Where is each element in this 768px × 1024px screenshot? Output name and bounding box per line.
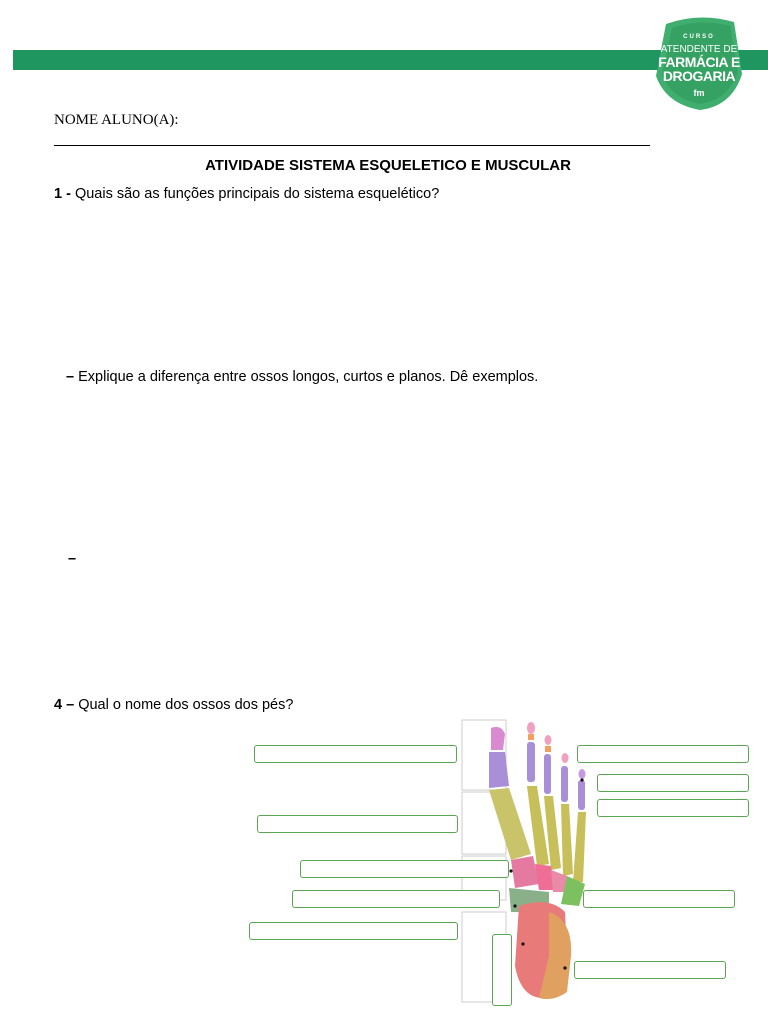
logo-line-1: CURSO <box>683 34 715 40</box>
student-name-line <box>54 145 650 146</box>
label-box-right-4[interactable] <box>583 890 735 908</box>
page-title: ATIVIDADE SISTEMA ESQUELETICO E MUSCULAR <box>205 157 571 174</box>
logo-line-4: DROGARIA <box>662 68 736 84</box>
label-box-left-2[interactable] <box>257 815 458 833</box>
question-1-text: Quais são as funções principais do sistema esquelético? <box>70 186 440 202</box>
label-box-right-3[interactable] <box>597 799 749 817</box>
label-box-vertical[interactable] <box>492 934 512 1006</box>
question-2 <box>66 369 538 385</box>
question-4-text: Qual o nome dos ossos dos pés? <box>74 697 294 713</box>
label-box-right-2[interactable] <box>597 774 749 792</box>
question-3-number: – <box>68 551 77 567</box>
question-4-number: 4 – <box>54 697 75 713</box>
question-2-text: Explique a diferença entre ossos longos, curtos e planos. Dê exemplos. <box>74 369 539 385</box>
logo-line-3: FARMÁCIA E <box>658 54 740 70</box>
question-1-number: 1 - <box>54 186 71 202</box>
logo-line-5: fm <box>693 88 705 98</box>
label-box-right-5[interactable] <box>574 961 726 979</box>
label-box-left-4[interactable] <box>292 890 500 908</box>
question-4 <box>54 697 293 713</box>
question-2-number: – <box>66 369 75 385</box>
question-1 <box>54 186 439 202</box>
label-box-right-1[interactable] <box>577 745 749 763</box>
student-name-label: NOME ALUNO(A): <box>54 112 179 128</box>
label-box-left-3[interactable] <box>300 860 509 878</box>
course-logo <box>652 14 746 112</box>
foot-bones-diagram <box>249 716 759 1016</box>
label-box-left-1[interactable] <box>254 745 457 763</box>
question-3 <box>68 551 76 567</box>
logo-line-2: ATENDENTE DE <box>660 44 738 55</box>
label-box-left-5[interactable] <box>249 922 458 940</box>
